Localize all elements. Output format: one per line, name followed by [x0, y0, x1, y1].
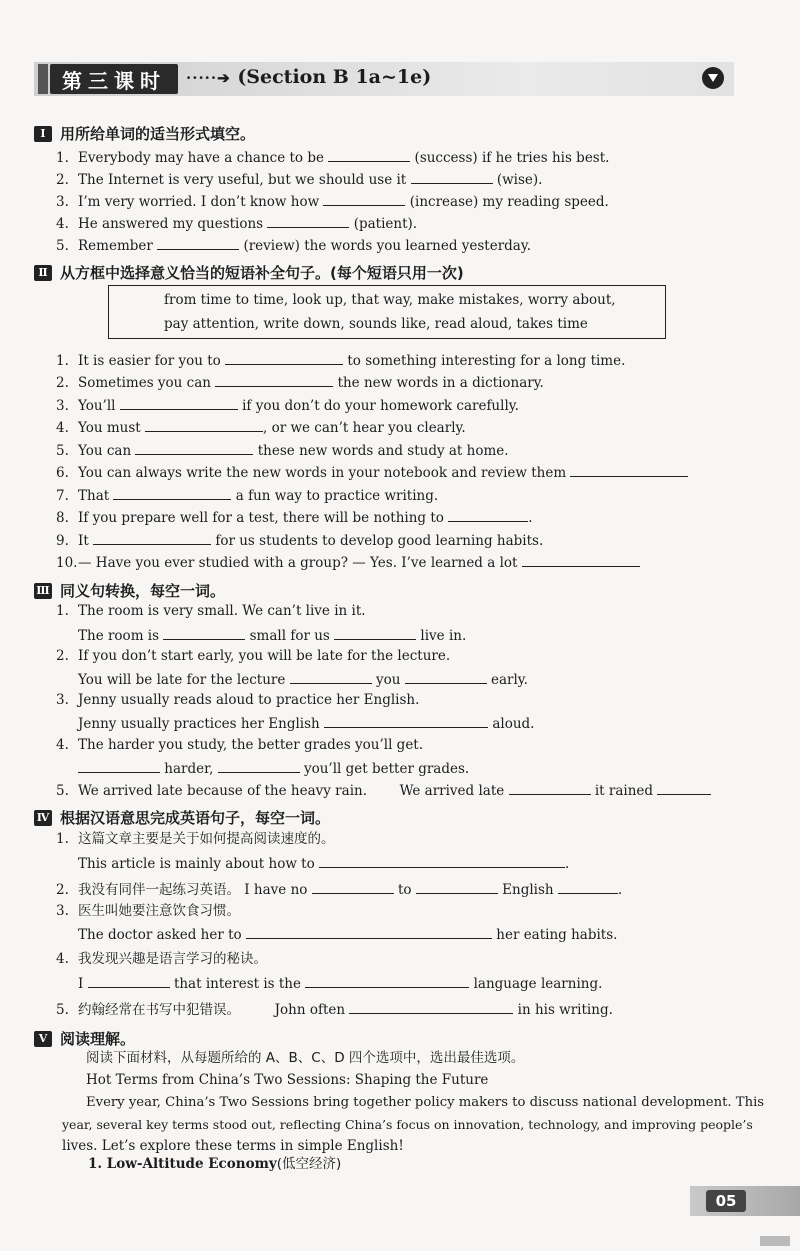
answer-blank[interactable] [558, 880, 618, 894]
answer-blank[interactable] [410, 925, 492, 939]
article-paragraph-line-3: lives. Let’s explore these terms in simple English! [62, 1138, 404, 1154]
answer-blank[interactable] [312, 880, 394, 894]
answer-blank[interactable] [290, 670, 372, 684]
s4-item-2: 2. 我没有同伴一起练习英语。 I have no to English . [56, 882, 623, 898]
section-heading [186, 66, 431, 88]
answer-blank[interactable] [113, 486, 231, 500]
lesson-label: 第三课时 [50, 64, 178, 94]
answer-blank[interactable] [570, 463, 688, 477]
answer-blank[interactable] [657, 781, 711, 795]
roman-numeral-5: Ⅴ [34, 1031, 52, 1047]
s3-item-4-original: 4. The harder you study, the better grades you’ll get. [56, 737, 424, 753]
s4-item-4-english: I that interest is the language learning. [78, 976, 603, 992]
s4-item-1-english: This article is mainly about how to . [78, 856, 570, 872]
answer-blank[interactable] [225, 351, 343, 365]
section-5-title: 阅读理解。 [60, 1030, 136, 1048]
answer-blank[interactable] [319, 854, 401, 868]
section-range: (Section B 1a~1e) [237, 66, 432, 88]
s3-item-1-rewrite: The room is small for us live in. [78, 628, 467, 644]
answer-blank[interactable] [334, 626, 416, 640]
s2-item-8: 8. If you prepare well for a test, there will be nothing to . [56, 510, 533, 526]
header-accent [38, 64, 48, 94]
s4-item-4-chinese: 4. 我发现兴趣是语言学习的秘诀。 [56, 951, 267, 967]
s3-item-5: 5. We arrived late because of the heavy rain. We arrived late it rained [56, 781, 711, 800]
answer-blank[interactable] [267, 214, 349, 228]
answer-blank[interactable] [78, 759, 160, 773]
section-3-heading [34, 580, 225, 601]
phrase-box [108, 285, 666, 339]
s2-item-2: 2. Sometimes you can the new words in a dictionary. [56, 375, 544, 391]
answer-blank[interactable] [328, 925, 410, 939]
answer-blank[interactable] [328, 148, 410, 162]
answer-blank[interactable] [218, 759, 300, 773]
roman-numeral-1: Ⅰ [34, 126, 52, 142]
s3-item-1-original: 1. The room is very small. We can’t live in it. [56, 603, 366, 619]
answer-blank[interactable] [163, 626, 245, 640]
article-paragraph-line-1: Every year, China’s Two Sessions bring together policy makers to discuss national development. This [86, 1095, 765, 1110]
s2-item-9: 9. It for us students to develop good learning habits. [56, 533, 544, 549]
answer-blank[interactable] [406, 714, 488, 728]
s2-item-1: 1. It is easier for you to to something interesting for a long time. [56, 353, 626, 369]
answer-blank[interactable] [448, 508, 528, 522]
s4-item-3-english: The doctor asked her to her eating habits. [78, 927, 618, 943]
s3-item-3-rewrite: Jenny usually practices her English aloud. [78, 716, 535, 732]
s4-item-3-chinese: 3. 医生叫她要注意饮食习惯。 [56, 903, 240, 919]
page-number: 05 [706, 1190, 746, 1212]
s1-item-3: 3. I’m very worried. I don’t know how (increase) my reading speed. [56, 194, 609, 210]
phrase-box-line-1: from time to time, look up, that way, make mistakes, worry about, [164, 292, 616, 308]
s2-item-4: 4. You must , or we can’t hear you clearly. [56, 420, 466, 436]
answer-blank[interactable] [120, 396, 238, 410]
s2-item-3: 3. You’ll if you don’t do your homework carefully. [56, 398, 519, 414]
s3-item-2-original: 2. If you don’t start early, you will be late for the lecture. [56, 648, 451, 664]
answer-blank[interactable] [145, 418, 263, 432]
section-4-title: 根据汉语意思完成英语句子，每空一词。 [60, 809, 331, 827]
answer-blank[interactable] [401, 854, 483, 868]
phrase-box-line-2: pay attention, write down, sounds like, read aloud, takes time [164, 316, 588, 332]
answer-blank[interactable] [323, 192, 405, 206]
answer-blank[interactable] [93, 531, 211, 545]
subheading-low-altitude: 1. Low-Altitude Economy(低空经济) [88, 1156, 342, 1172]
answer-blank[interactable] [405, 670, 487, 684]
answer-blank[interactable] [522, 553, 640, 567]
s2-item-10: 10.— Have you ever studied with a group? — Yes. I’ve learned a lot [56, 553, 640, 572]
roman-numeral-2: Ⅱ [34, 265, 52, 281]
s2-item-6: 6. You can always write the new words in your notebook and review them [56, 463, 688, 482]
section-1-title: 用所给单词的适当形式填空。 [60, 125, 256, 143]
s3-item-2-rewrite: You will be late for the lecture you early. [78, 672, 528, 688]
s3-item-3-original: 3. Jenny usually reads aloud to practice her English. [56, 692, 420, 708]
s4-item-5: 5. 约翰经常在书写中犯错误。 John often in his writing. [56, 1002, 613, 1018]
s2-item-5: 5. You can these new words and study at home. [56, 443, 509, 459]
s1-item-1: 1. Everybody may have a chance to be (success) if he tries his best. [56, 150, 610, 166]
s1-item-2: 2. The Internet is very useful, but we should use it (wise). [56, 172, 543, 188]
section-5-heading [34, 1028, 135, 1049]
answer-blank[interactable] [387, 974, 469, 988]
answer-blank[interactable] [215, 373, 333, 387]
answer-blank[interactable] [88, 974, 170, 988]
s1-item-5: 5. Remember (review) the words you learned yesterday. [56, 238, 531, 254]
answer-blank[interactable] [135, 441, 253, 455]
answer-blank[interactable] [349, 1000, 431, 1014]
article-paragraph-line-2: year, several key terms stood out, reflecting China’s focus on innovation, technology, and improving people’s [62, 1117, 753, 1132]
section-3-title: 同义句转换，每空一词。 [60, 582, 226, 600]
answer-blank[interactable] [483, 854, 565, 868]
roman-numeral-4: Ⅳ [34, 810, 52, 826]
s1-item-4: 4. He answered my questions (patient). [56, 216, 418, 232]
answer-blank[interactable] [509, 781, 591, 795]
answer-blank[interactable] [305, 974, 387, 988]
arrow-icon: ·····➔ [186, 69, 231, 87]
answer-blank[interactable] [416, 880, 498, 894]
reading-instruction: 阅读下面材料，从每题所给的 A、B、C、D 四个选项中，选出最佳选项。 [86, 1050, 525, 1066]
section-2-title: 从方框中选择意义恰当的短语补全句子。(每个短语只用一次) [60, 264, 464, 282]
section-4-heading [34, 807, 330, 828]
chevron-down-icon[interactable] [702, 67, 724, 89]
s3-item-4-rewrite: harder, you’ll get better grades. [78, 759, 469, 778]
s2-item-7: 7. That a fun way to practice writing. [56, 488, 439, 504]
scanner-watermark-icon [760, 1236, 790, 1246]
section-1-heading [34, 123, 255, 144]
s4-item-1-chinese: 1. 这篇文章主要是关于如何提高阅读速度的。 [56, 831, 335, 847]
answer-blank[interactable] [157, 236, 239, 250]
answer-blank[interactable] [246, 925, 328, 939]
answer-blank[interactable] [431, 1000, 513, 1014]
roman-numeral-3: Ⅲ [34, 583, 52, 599]
article-title: Hot Terms from China’s Two Sessions: Shaping the Future [86, 1072, 489, 1088]
section-2-heading [34, 262, 464, 283]
answer-blank[interactable] [324, 714, 406, 728]
answer-blank[interactable] [411, 170, 493, 184]
